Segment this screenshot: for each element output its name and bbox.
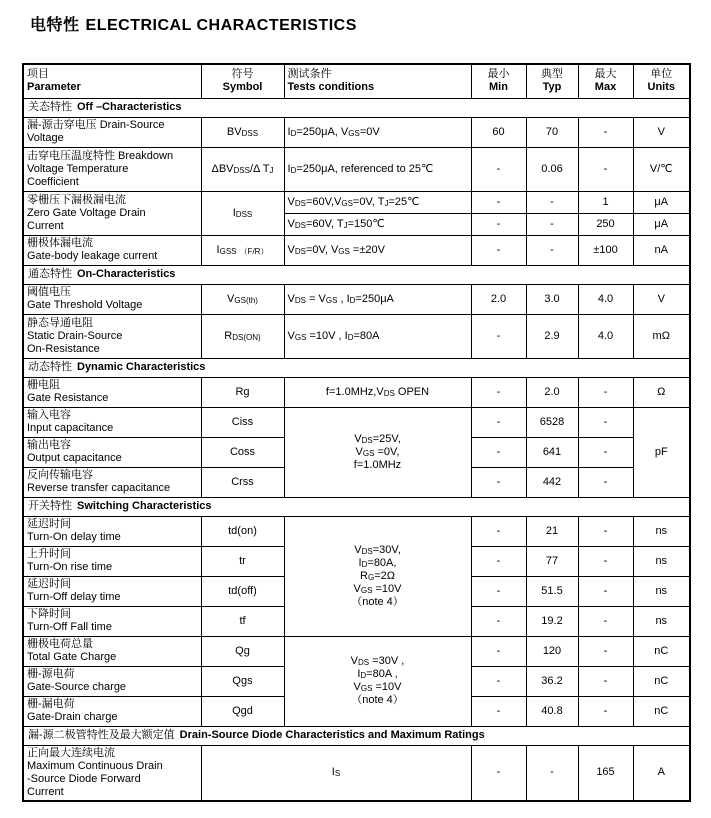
electrical-characteristics-table [22,63,691,802]
symbol-cell: $\Delta BV_{DSS}/\Delta$ $T_J$ [201,147,284,191]
symbol-cell: Qgd [201,696,284,726]
units-cell: ns [633,546,690,576]
condition-cell: $I_D=250\mu A$, $V_{GS}=0V$ [284,117,471,147]
row-qg [23,636,690,666]
units-cell: μA [633,213,690,235]
section-switching-en: Switching Characteristics [77,500,212,512]
min-cell: - [471,606,526,636]
row-ciss [23,407,690,437]
symbol-cell: Qg [201,636,284,666]
typ-cell: - [526,745,578,801]
min-cell: - [471,147,526,191]
typ-cell: - [526,191,578,213]
row-temp-coefficient [23,147,690,191]
page-title-zh: 电特性 [30,17,80,34]
col-header-min [471,64,526,98]
typ-cell: - [526,213,578,235]
units-cell: A [633,745,690,801]
parameter-cell: 延迟时间 Turn-On delay time [23,516,201,546]
typ-cell: - [526,235,578,265]
min-cell: - [471,235,526,265]
typ-cell: 21 [526,516,578,546]
section-off-en: Off –Characteristics [77,101,182,113]
max-cell: 4.0 [578,314,633,358]
section-diode-characteristics [23,726,690,745]
min-cell: - [471,666,526,696]
min-cell: - [471,407,526,437]
parameter-cell: 栅极体漏电流 Gate-body leakage current [23,235,201,265]
typ-cell: 6528 [526,407,578,437]
units-cell: nC [633,666,690,696]
condition-cell: $V_{DS}=60V$, $T_J=150℃$ [284,213,471,235]
min-cell: - [471,696,526,726]
parameter-cell: 输出电容 Output capacitance [23,437,201,467]
units-cell: V [633,284,690,314]
row-vgs-threshold [23,284,690,314]
max-cell: 165 [578,745,633,801]
section-dynamic-zh: 动态特性 [28,361,72,373]
typ-cell: 36.2 [526,666,578,696]
typ-cell: 2.9 [526,314,578,358]
page-title [30,16,711,36]
section-switching-characteristics [23,497,690,516]
section-on-characteristics [23,265,690,284]
symbol-cell: $V_{GS(th)}$ [201,284,284,314]
col-header-parameter-en: Parameter [27,81,81,94]
condition-cell: $V_{DS}=60V,V_{GS}=0V$, $T_J=25℃$ [284,191,471,213]
row-td-on [23,516,690,546]
col-header-typ-en: Typ [542,81,562,94]
col-header-min-zh: 最小 [487,68,510,81]
parameter-cell: 下降时间 Turn-Off Fall time [23,606,201,636]
min-cell: - [471,516,526,546]
row-bvdss [23,117,690,147]
section-off-zh: 关态特性 [28,101,72,113]
col-header-conditions-zh: 测试条件 [287,68,332,81]
min-cell: - [471,437,526,467]
section-on-zh: 通态特性 [28,268,72,280]
col-header-max-en: Max [594,81,617,94]
parameter-cell: 上升时间 Turn-On rise time [23,546,201,576]
units-cell: V [633,117,690,147]
section-on-label [23,265,690,284]
row-igss [23,235,690,265]
table-header-row [23,64,690,98]
section-dynamic-en: Dynamic Characteristics [77,361,206,373]
units-cell-capacitance: pF [633,407,690,497]
section-off-label [23,98,690,117]
units-cell: ns [633,516,690,546]
units-cell: nC [633,636,690,666]
min-cell: - [471,377,526,407]
col-header-typ-zh: 典型 [541,68,563,81]
condition-cell: $V_{DS} = V_{GS}$ , $I_D=250\mu A$ [284,284,471,314]
min-cell: - [471,576,526,606]
symbol-cell: td(on) [201,516,284,546]
units-cell: mΩ [633,314,690,358]
max-cell: - [578,407,633,437]
typ-cell: 70 [526,117,578,147]
parameter-cell: 栅电阻 Gate Resistance [23,377,201,407]
col-header-symbol-zh: 符号 [231,68,254,81]
section-diode-zh: 漏-源二极管特性及最大额定值 [28,729,175,741]
condition-cell: $f=1.0MHz,V_{DS}$ OPEN [284,377,471,407]
units-cell: ns [633,576,690,606]
min-cell: 60 [471,117,526,147]
section-diode-label [23,726,690,745]
max-cell: 250 [578,213,633,235]
typ-cell: 442 [526,467,578,497]
max-cell: - [578,576,633,606]
max-cell: 4.0 [578,284,633,314]
col-header-conditions [284,64,471,98]
min-cell: - [471,191,526,213]
col-header-typ [526,64,578,98]
col-header-units [633,64,690,98]
symbol-cell: Rg [201,377,284,407]
condition-cell: $V_{GS} =10V$ , $I_D=80A$ [284,314,471,358]
max-cell: - [578,666,633,696]
symbol-cell: Coss [201,437,284,467]
typ-cell: 0.06 [526,147,578,191]
section-dynamic-label [23,358,690,377]
max-cell: - [578,147,633,191]
max-cell: - [578,117,633,147]
symbol-cell: Crss [201,467,284,497]
max-cell: - [578,696,633,726]
row-is [23,745,690,801]
col-header-symbol-en: Symbol [222,81,263,94]
condition-cell-gate-charge: $V_{DS} =30V$ , $I_D=80A$ , $V_{GS} =10V$ （note 4） [284,636,471,726]
col-header-max [578,64,633,98]
symbol-cell: tf [201,606,284,636]
max-cell: 1 [578,191,633,213]
symbol-cell: $BV_{DSS}$ [201,117,284,147]
condition-cell-switching: $V_{DS}=30V$, $I_D=80A$, $R_G=2\Omega$ $V_{GS} =10V$ （note 4） [284,516,471,636]
units-cell: nA [633,235,690,265]
symbol-cell: $I_{GSS}$ $_{(F/R)}$ [201,235,284,265]
col-header-conditions-en: Tests conditions [287,81,375,94]
typ-cell: 120 [526,636,578,666]
parameter-cell: 输入电容 Input capacitance [23,407,201,437]
symbol-cell: td(off) [201,576,284,606]
condition-cell-capacitance: $V_{DS}=25V$, $V_{GS} =0V$, f=1.0MHz [284,407,471,497]
symbol-cell: tr [201,546,284,576]
parameter-cell: 击穿电压温度特性 Breakdown Voltage Temperature Coefficient [23,147,201,191]
min-cell: - [471,314,526,358]
typ-cell: 51.5 [526,576,578,606]
parameter-cell: 栅-源电荷 Gate-Source charge [23,666,201,696]
section-dynamic-characteristics [23,358,690,377]
col-header-symbol [201,64,284,98]
units-cell: V/℃ [633,147,690,191]
typ-cell: 2.0 [526,377,578,407]
parameter-cell: 栅极电荷总量 Total Gate Charge [23,636,201,666]
units-cell: nC [633,696,690,726]
row-idss-25c [23,191,690,213]
row-rdson [23,314,690,358]
symbol-cell: Ciss [201,407,284,437]
col-header-units-en: Units [647,81,675,94]
max-cell: - [578,437,633,467]
parameter-cell: 反向传输电容 Reverse transfer capacitance [23,467,201,497]
parameter-cell: 栅-漏电荷 Gate-Drain charge [23,696,201,726]
max-cell: - [578,467,633,497]
symbol-cell: $I_{DSS}$ [201,191,284,235]
parameter-cell: 正向最大连续电流 Maximum Continuous Drain -Source Diode Forward Current [23,745,201,801]
col-header-max-zh: 最大 [594,68,617,81]
min-cell: - [471,546,526,576]
typ-cell: 641 [526,437,578,467]
col-header-units-zh: 单位 [650,68,673,81]
min-cell: - [471,745,526,801]
units-cell: μA [633,191,690,213]
units-cell: Ω [633,377,690,407]
col-header-min-en: Min [489,81,508,94]
max-cell: - [578,546,633,576]
parameter-cell: 漏-源击穿电压 Drain-Source Voltage [23,117,201,147]
typ-cell: 40.8 [526,696,578,726]
row-gate-resistance [23,377,690,407]
condition-cell: $I_D=250\mu A$, referenced to 25℃ [284,147,471,191]
parameter-cell: 阈值电压 Gate Threshold Voltage [23,284,201,314]
max-cell: - [578,636,633,666]
col-header-parameter [23,64,201,98]
max-cell: - [578,377,633,407]
section-off-characteristics [23,98,690,117]
max-cell: ±100 [578,235,633,265]
condition-cell: $V_{DS}=0V$, $V_{GS} =\pm 20V$ [284,235,471,265]
section-switching-zh: 开关特性 [28,500,72,512]
max-cell: - [578,606,633,636]
min-cell: - [471,636,526,666]
section-diode-en: Drain-Source Diode Characteristics and Maximum Ratings [179,729,485,741]
max-cell: - [578,516,633,546]
symbol-cell: Qgs [201,666,284,696]
units-cell: ns [633,606,690,636]
parameter-cell: 静态导通电阻 Static Drain-Source On-Resistance [23,314,201,358]
parameter-cell: 延迟时间 Turn-Off delay time [23,576,201,606]
parameter-cell: 零栅压下漏极漏电流 Zero Gate Voltage Drain Current [23,191,201,235]
typ-cell: 77 [526,546,578,576]
section-on-en: On-Characteristics [77,268,176,280]
min-cell: - [471,213,526,235]
min-cell: 2.0 [471,284,526,314]
col-header-parameter-zh: 项目 [27,68,49,81]
symbol-cell: $R_{DS(ON)}$ [201,314,284,358]
page-title-en: ELECTRICAL CHARACTERISTICS [85,17,357,34]
symbol-cell: $I_S$ [201,745,471,801]
typ-cell: 3.0 [526,284,578,314]
section-switching-label [23,497,690,516]
min-cell: - [471,467,526,497]
typ-cell: 19.2 [526,606,578,636]
